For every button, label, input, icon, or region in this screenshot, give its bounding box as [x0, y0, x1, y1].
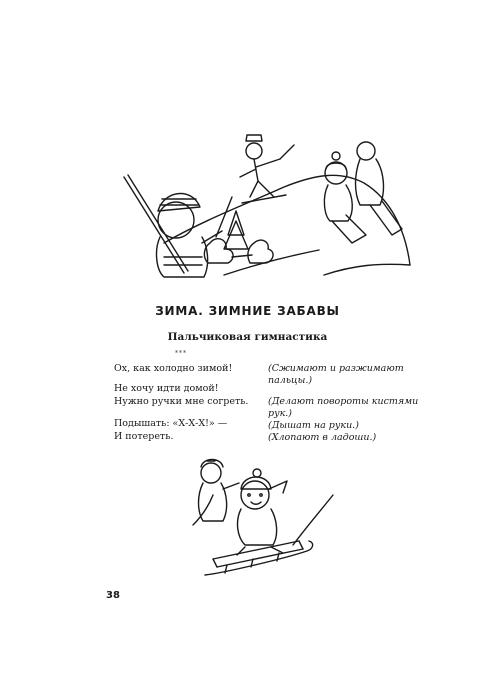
action-line: (Хлопают в ладоши.) — [268, 432, 377, 443]
action-line: (Дышат на руки.) — [268, 420, 359, 431]
verse-line: Не хочу идти домой! — [114, 383, 219, 394]
winter-kids-illustration-top — [104, 125, 420, 280]
kids-sledding-illustration-bottom — [183, 455, 338, 587]
page-number: 38 — [106, 590, 120, 601]
verse-line: Подышать: «Х-Х-Х!» — — [114, 418, 228, 429]
section-subtitle: Пальчиковая гимнастика — [167, 331, 328, 343]
action-line: (Делают повороты кистями — [268, 396, 419, 407]
action-line: (Сжимают и разжимают — [268, 363, 404, 374]
verse-line: Нужно ручки мне согреть. — [114, 396, 249, 407]
action-line: рук.) — [268, 408, 292, 419]
verse-line: Ох, как холодно зимой! — [114, 363, 233, 374]
verse-line: И потереть. — [114, 431, 174, 442]
verse-separator: *** — [175, 350, 187, 357]
page-title: ЗИМА. ЗИМНИЕ ЗАБАВЫ — [155, 304, 340, 318]
action-line: пальцы.) — [268, 375, 313, 386]
